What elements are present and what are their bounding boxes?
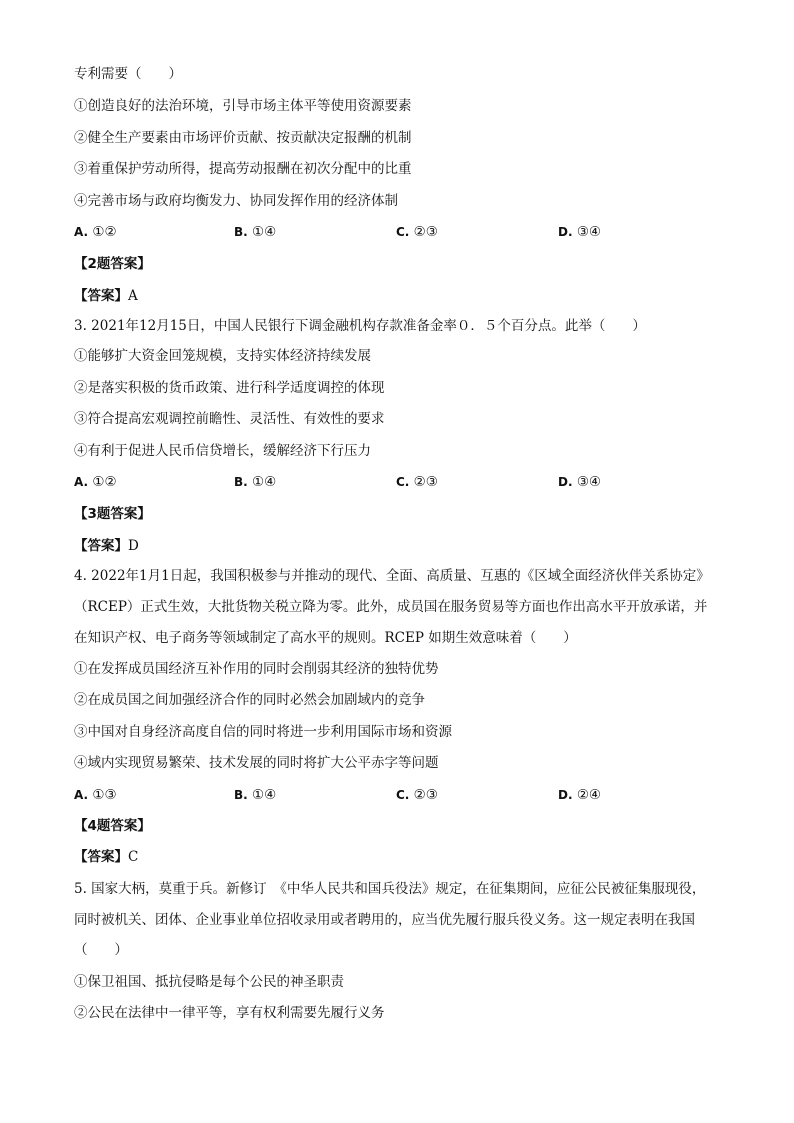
q2-choice-d: D. ③④ (558, 224, 602, 240)
q5-stem-line-3: （ ） (74, 942, 128, 958)
q4-option-2: ②在成员国之间加强经济合作的同时必然会加剧域内的竞争 (74, 692, 425, 708)
q4-choice-b: B. ①④ (234, 787, 277, 803)
q4-answer-heading: 【4题答案】 (74, 818, 151, 834)
q3-choices (74, 472, 734, 492)
q3-answer: 【答案】D (74, 538, 139, 554)
q4-choice-c: C. ②③ (396, 787, 438, 803)
q4-choices (74, 785, 734, 805)
q2-choices (74, 222, 734, 242)
q2-answer: 【答案】A (74, 288, 138, 304)
q4-stem-line-1: 4. 2022年1月1日起，我国积极参与并推动的现代、全面、高质量、互惠的《区域全面经济伙伴关系协定》 (74, 568, 710, 584)
q2-option-1: ①创造良好的法治环境，引导市场主体平等使用资源要素 (74, 98, 412, 114)
q2-choice-b: B. ①④ (234, 224, 277, 240)
q2-option-4: ④完善市场与政府均衡发力、协同发挥作用的经济体制 (74, 193, 398, 209)
q2-option-2: ②健全生产要素由市场评价贡献、按贡献决定报酬的机制 (74, 130, 412, 146)
q4-choice-d: D. ②④ (558, 787, 602, 803)
q3-choice-c: C. ②③ (396, 474, 438, 490)
q3-option-1: ①能够扩大资金回笼规模，支持实体经济持续发展 (74, 348, 371, 364)
q3-option-3: ③符合提高宏观调控前瞻性、灵活性、有效性的要求 (74, 411, 385, 427)
q2-answer-heading: 【2题答案】 (74, 256, 151, 272)
q2-choice-a: A. ①② (74, 224, 117, 240)
q4-choice-a: A. ①③ (74, 787, 117, 803)
q4-option-1: ①在发挥成员国经济互补作用的同时会削弱其经济的独特优势 (74, 661, 439, 677)
q5-stem-line-1: 5. 国家大柄，莫重于兵。新修订 《中华人民共和国兵役法》规定，在征集期间，应征公民被征集服现役， (74, 881, 706, 897)
q4-stem-line-2: （RCEP）正式生效，大批货物关税立降为零。此外，成员国在服务贸易等方面也作出高水平开放承诺，并 (74, 599, 708, 615)
q4-option-4: ④域内实现贸易繁荣、技术发展的同时将扩大公平赤字等问题 (74, 755, 439, 771)
q3-choice-d: D. ③④ (558, 474, 602, 490)
q2-option-3: ③着重保护劳动所得，提高劳动报酬在初次分配中的比重 (74, 161, 412, 177)
q3-option-2: ②是落实积极的货币政策、进行科学适度调控的体现 (74, 380, 385, 396)
q5-option-2: ②公民在法律中一律平等，享有权利需要先履行义务 (74, 1005, 385, 1021)
q3-answer-heading: 【3题答案】 (74, 506, 151, 522)
q3-choice-b: B. ①④ (234, 474, 277, 490)
q5-option-1: ①保卫祖国、抵抗侵略是每个公民的神圣职责 (74, 974, 344, 990)
q4-answer: 【答案】C (74, 849, 139, 865)
q3-option-4: ④有利于促进人民币信贷增长，缓解经济下行压力 (74, 443, 371, 459)
q4-stem-line-3: 在知识产权、电子商务等领域制定了高水平的规则。RCEP 如期生效意味着（ ） (74, 630, 577, 646)
q4-option-3: ③中国对自身经济高度自信的同时将进一步利用国际市场和资源 (74, 724, 452, 740)
q3-stem: 3. 2021年12月15日，中国人民银行下调金融机构存款准备金率０．５个百分点。此举（ ） (74, 318, 646, 334)
q3-choice-a: A. ①② (74, 474, 117, 490)
q2-stem: 专利需要（ ） (74, 66, 182, 82)
q5-stem-line-2: 同时被机关、团体、企业事业单位招收录用或者聘用的，应当优先履行服兵役义务。这一规定表明在我国 (74, 912, 695, 928)
q2-choice-c: C. ②③ (396, 224, 438, 240)
